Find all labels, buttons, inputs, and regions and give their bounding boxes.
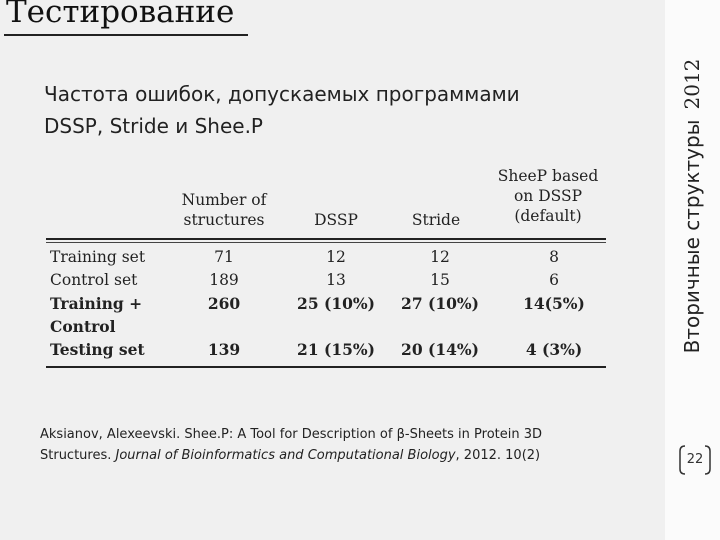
table-row: [46, 338, 606, 361]
row-label-line-2: Control: [50, 317, 116, 336]
table-row-continuation: [46, 315, 606, 338]
side-label-topic: Вторичные структуры: [680, 119, 704, 354]
cell-sheep: 4 (3%): [525, 340, 583, 359]
header-stride: Stride: [411, 211, 461, 229]
footer-rule: [46, 366, 606, 368]
row-label: Training set: [50, 248, 146, 266]
journal-name: Journal of Bioinformatics and Computational Biology: [115, 448, 456, 463]
row-label: Training +: [50, 294, 143, 313]
cell-sheep: 8: [549, 248, 559, 266]
cell-stride: 27 (10%): [401, 294, 479, 313]
cell-stride: 15: [430, 271, 450, 289]
side-label-year: 2012: [680, 58, 704, 110]
table-header: [46, 162, 606, 238]
cell-structures: 260: [207, 294, 241, 313]
cell-structures: 139: [207, 340, 241, 359]
subtitle-line-1: Частота ошибок, допускаемых программами: [44, 82, 520, 106]
row-label: Testing set: [50, 340, 145, 359]
cell-stride: 20 (14%): [401, 340, 479, 359]
cell-structures: 71: [214, 248, 234, 266]
cell-dssp: 25 (10%): [297, 294, 375, 313]
subtitle: [44, 78, 644, 142]
table-row: [46, 246, 606, 269]
table-row: [46, 269, 606, 292]
cell-stride: 12: [430, 248, 450, 266]
side-label: [680, 59, 704, 354]
cell-sheep: 6: [549, 271, 559, 289]
row-label: Control set: [50, 271, 138, 289]
cell-dssp: 12: [326, 248, 346, 266]
subtitle-line-2: DSSP, Stride и Shee.P: [44, 114, 263, 138]
citation-line-1: Aksianov, Alexeevski. Shee.P: A Tool for Description of β-Sheets in Protein 3D: [40, 427, 543, 442]
cell-dssp: 21 (15%): [297, 340, 375, 359]
header-dssp: DSSP: [314, 211, 358, 229]
slide-title: Тестирование: [6, 0, 235, 30]
page-number: 22: [686, 452, 704, 467]
header-structures: Number of structures: [181, 191, 267, 229]
header-rule-thin: [46, 242, 606, 243]
cell-structures: 189: [209, 271, 239, 289]
citation-line-2: Structures. Journal of Bioinformatics and Computational Biology, 2012. 10(2): [40, 448, 541, 463]
header-rule: [46, 238, 606, 240]
header-sheep: SheeP based on DSSP (default): [497, 167, 599, 225]
cell-sheep: 14(5%): [523, 294, 585, 313]
citation: [40, 424, 640, 466]
title-underline: [4, 34, 248, 36]
table-row: [46, 292, 606, 315]
cell-dssp: 13: [326, 271, 346, 289]
